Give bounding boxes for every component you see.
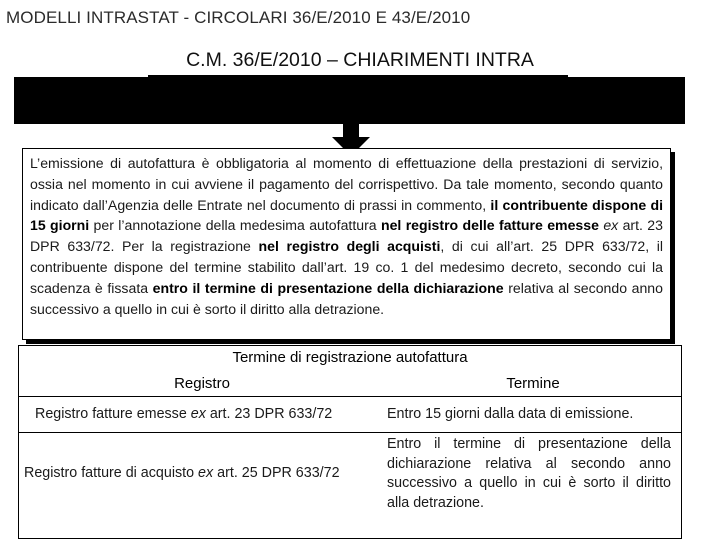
black-banner [14, 77, 685, 124]
table-divider [19, 432, 681, 433]
cell-italic: ex [190, 406, 206, 422]
text-run: L’emissione di autofattura è obbligatoria al momento di effettuazione della prestazioni di servizio, ossia nel momento in cui avviene il pagamento del corrispettivo. Da tale momento, secondo quanto indicato dall’Agenzia delle Entrate nel documento di prassi in commento, [30, 155, 663, 213]
cell-text: art. 23 DPR 633/72 [205, 406, 333, 422]
bold-run: il contribuente dispone di 15 giorni [30, 196, 663, 234]
cell-text: art. 25 DPR 633/72 [213, 465, 340, 481]
bold-run: entro il termine di presentazione della dichiarazione [152, 279, 504, 296]
table-cell-termine: Entro 15 giorni dalla data di emissione. [387, 406, 634, 422]
text-run: , di cui all’art. 25 DPR 633/72, il contribuente dispone del termine stabilito dall’art. 19 co. 1 del medesimo decreto, secondo cui la scadenza è fissata [30, 238, 664, 296]
table-cell-termine: Entro il termine di presentazione della dichiarazione relativa al secondo anno successivo a quello in cui è sorto il diritto alla detrazione. [387, 436, 671, 511]
text-run: per l’annotazione della medesima autofattura [89, 217, 381, 234]
registration-table [18, 345, 682, 539]
column-header-termine: Termine [506, 375, 560, 392]
explanation-box [22, 148, 671, 340]
text-run: relativa al secondo anno successivo a quello in cui è sorto il diritto alla detrazione. [30, 279, 663, 317]
table-title: Termine di registrazione autofattura [232, 349, 468, 366]
explanation-paragraph [23, 149, 670, 319]
table-divider [19, 396, 681, 397]
table-cell-registro [35, 405, 332, 425]
text-run: art. 23 DPR 633/72. Per la registrazione [30, 217, 663, 255]
cell-text: Registro fatture emesse [35, 406, 191, 422]
table-cell-registro [24, 464, 340, 484]
page-title: MODELLI INTRASTAT - CIRCOLARI 36/E/2010 E 43/E/2010 [6, 8, 471, 27]
bold-run: nel registro degli acquisti [258, 238, 441, 255]
section-title: C.M. 36/E/2010 – CHIARIMENTI INTRA [186, 49, 534, 71]
italic-run: ex [603, 217, 619, 234]
cell-text: Registro fatture di acquisto [24, 465, 199, 481]
column-header-registro: Registro [174, 375, 230, 392]
cell-italic: ex [198, 465, 214, 481]
bold-run: nel registro delle fatture emesse [380, 217, 599, 234]
